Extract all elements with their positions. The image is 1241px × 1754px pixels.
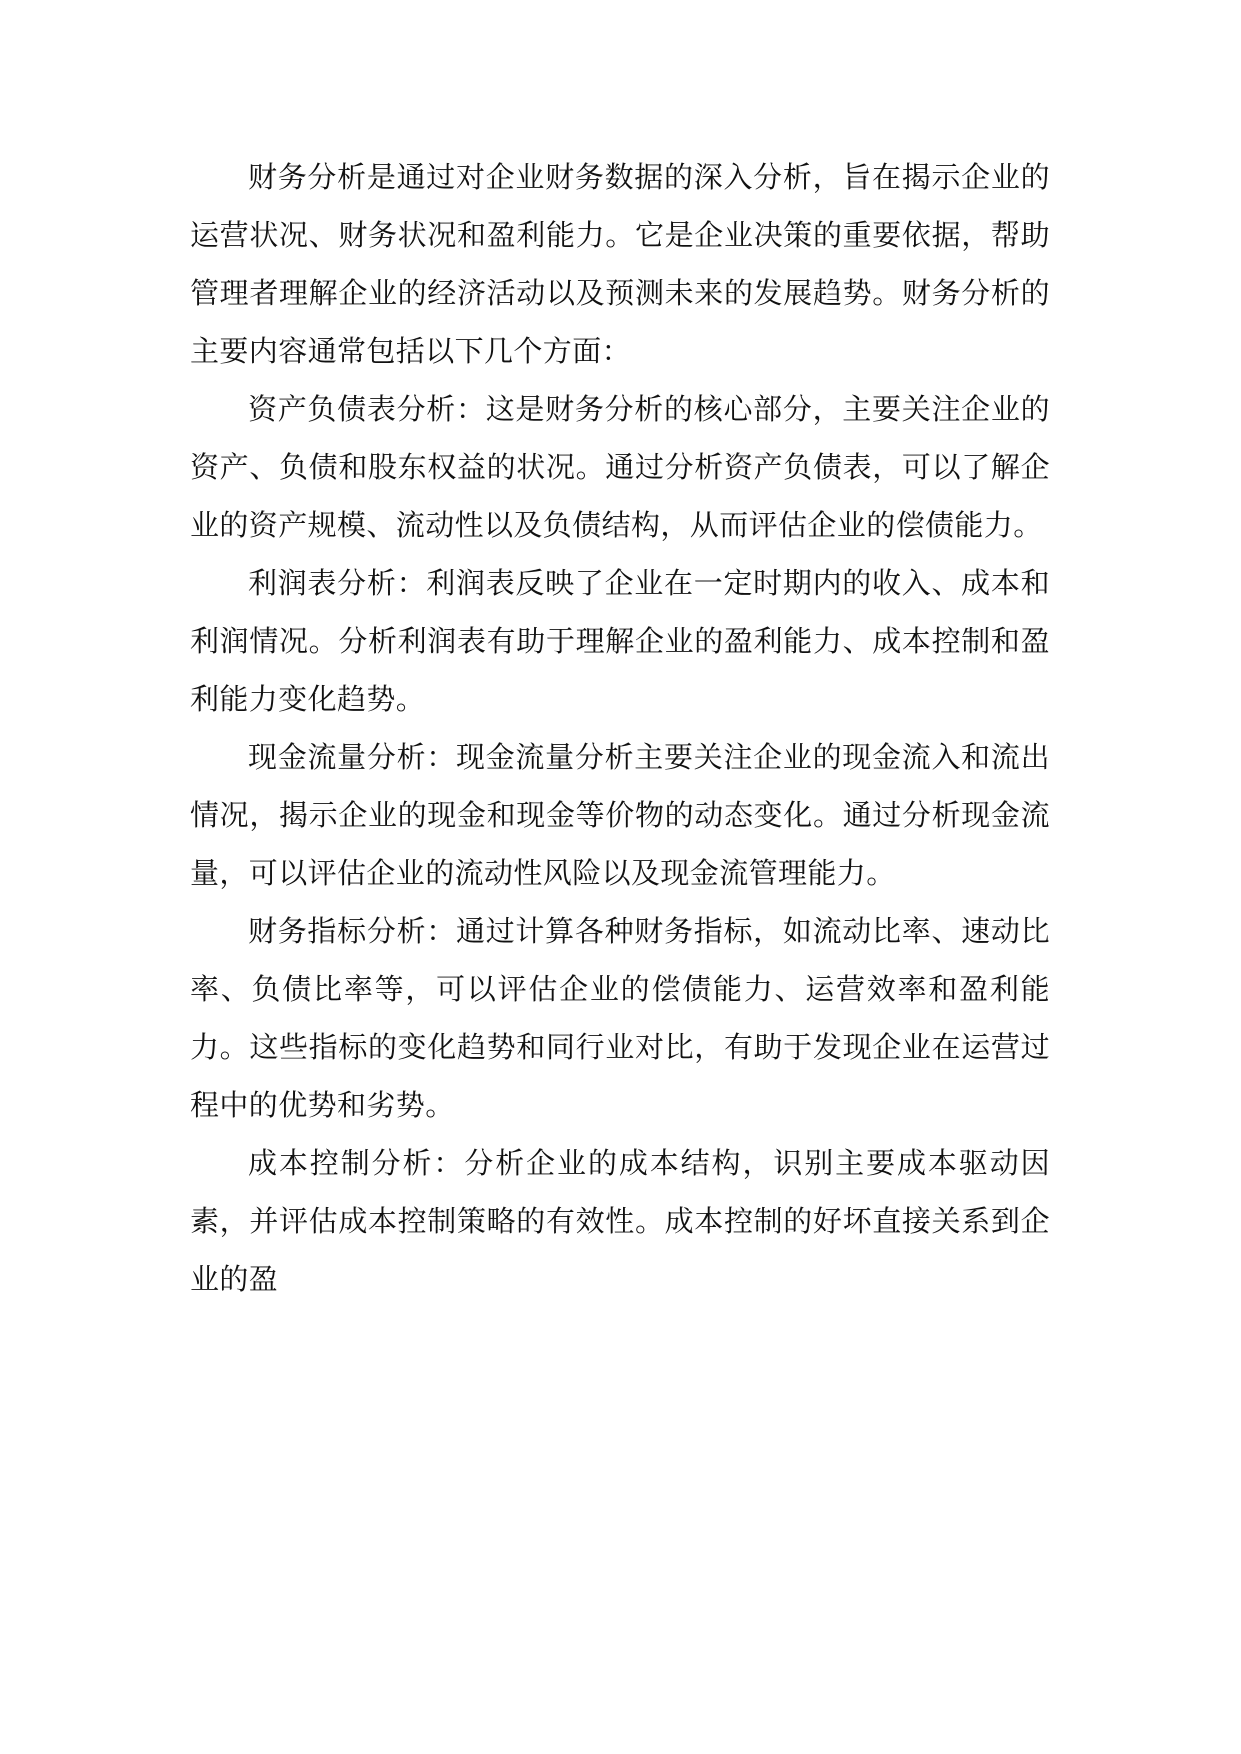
paragraph-cost-control-analysis: 成本控制分析：分析企业的成本结构，识别主要成本驱动因素，并评估成本控制策略的有效性。成本控制的好坏直接关系到企业的盈	[190, 1146, 1050, 1296]
document-body	[190, 148, 1050, 1308]
paragraph-income-statement-analysis: 利润表分析：利润表反映了企业在一定时期内的收入、成本和利润情况。分析利润表有助于理解企业的盈利能力、成本控制和盈利能力变化趋势。	[190, 566, 1050, 716]
paragraph-intro: 财务分析是通过对企业财务数据的深入分析，旨在揭示企业的运营状况、财务状况和盈利能力。它是企业决策的重要依据，帮助管理者理解企业的经济活动以及预测未来的发展趋势。财务分析的主要内容通常包括以下几个方面：	[190, 160, 1050, 368]
paragraph-financial-ratio-analysis: 财务指标分析：通过计算各种财务指标，如流动比率、速动比率、负债比率等，可以评估企业的偿债能力、运营效率和盈利能力。这些指标的变化趋势和同行业对比，有助于发现企业在运营过程中的优势和劣势。	[190, 914, 1050, 1122]
paragraph-cash-flow-analysis: 现金流量分析：现金流量分析主要关注企业的现金流入和流出情况，揭示企业的现金和现金等价物的动态变化。通过分析现金流量，可以评估企业的流动性风险以及现金流管理能力。	[190, 740, 1050, 890]
paragraph-balance-sheet-analysis: 资产负债表分析：这是财务分析的核心部分，主要关注企业的资产、负债和股东权益的状况。通过分析资产负债表，可以了解企业的资产规模、流动性以及负债结构，从而评估企业的偿债能力。	[190, 392, 1050, 542]
